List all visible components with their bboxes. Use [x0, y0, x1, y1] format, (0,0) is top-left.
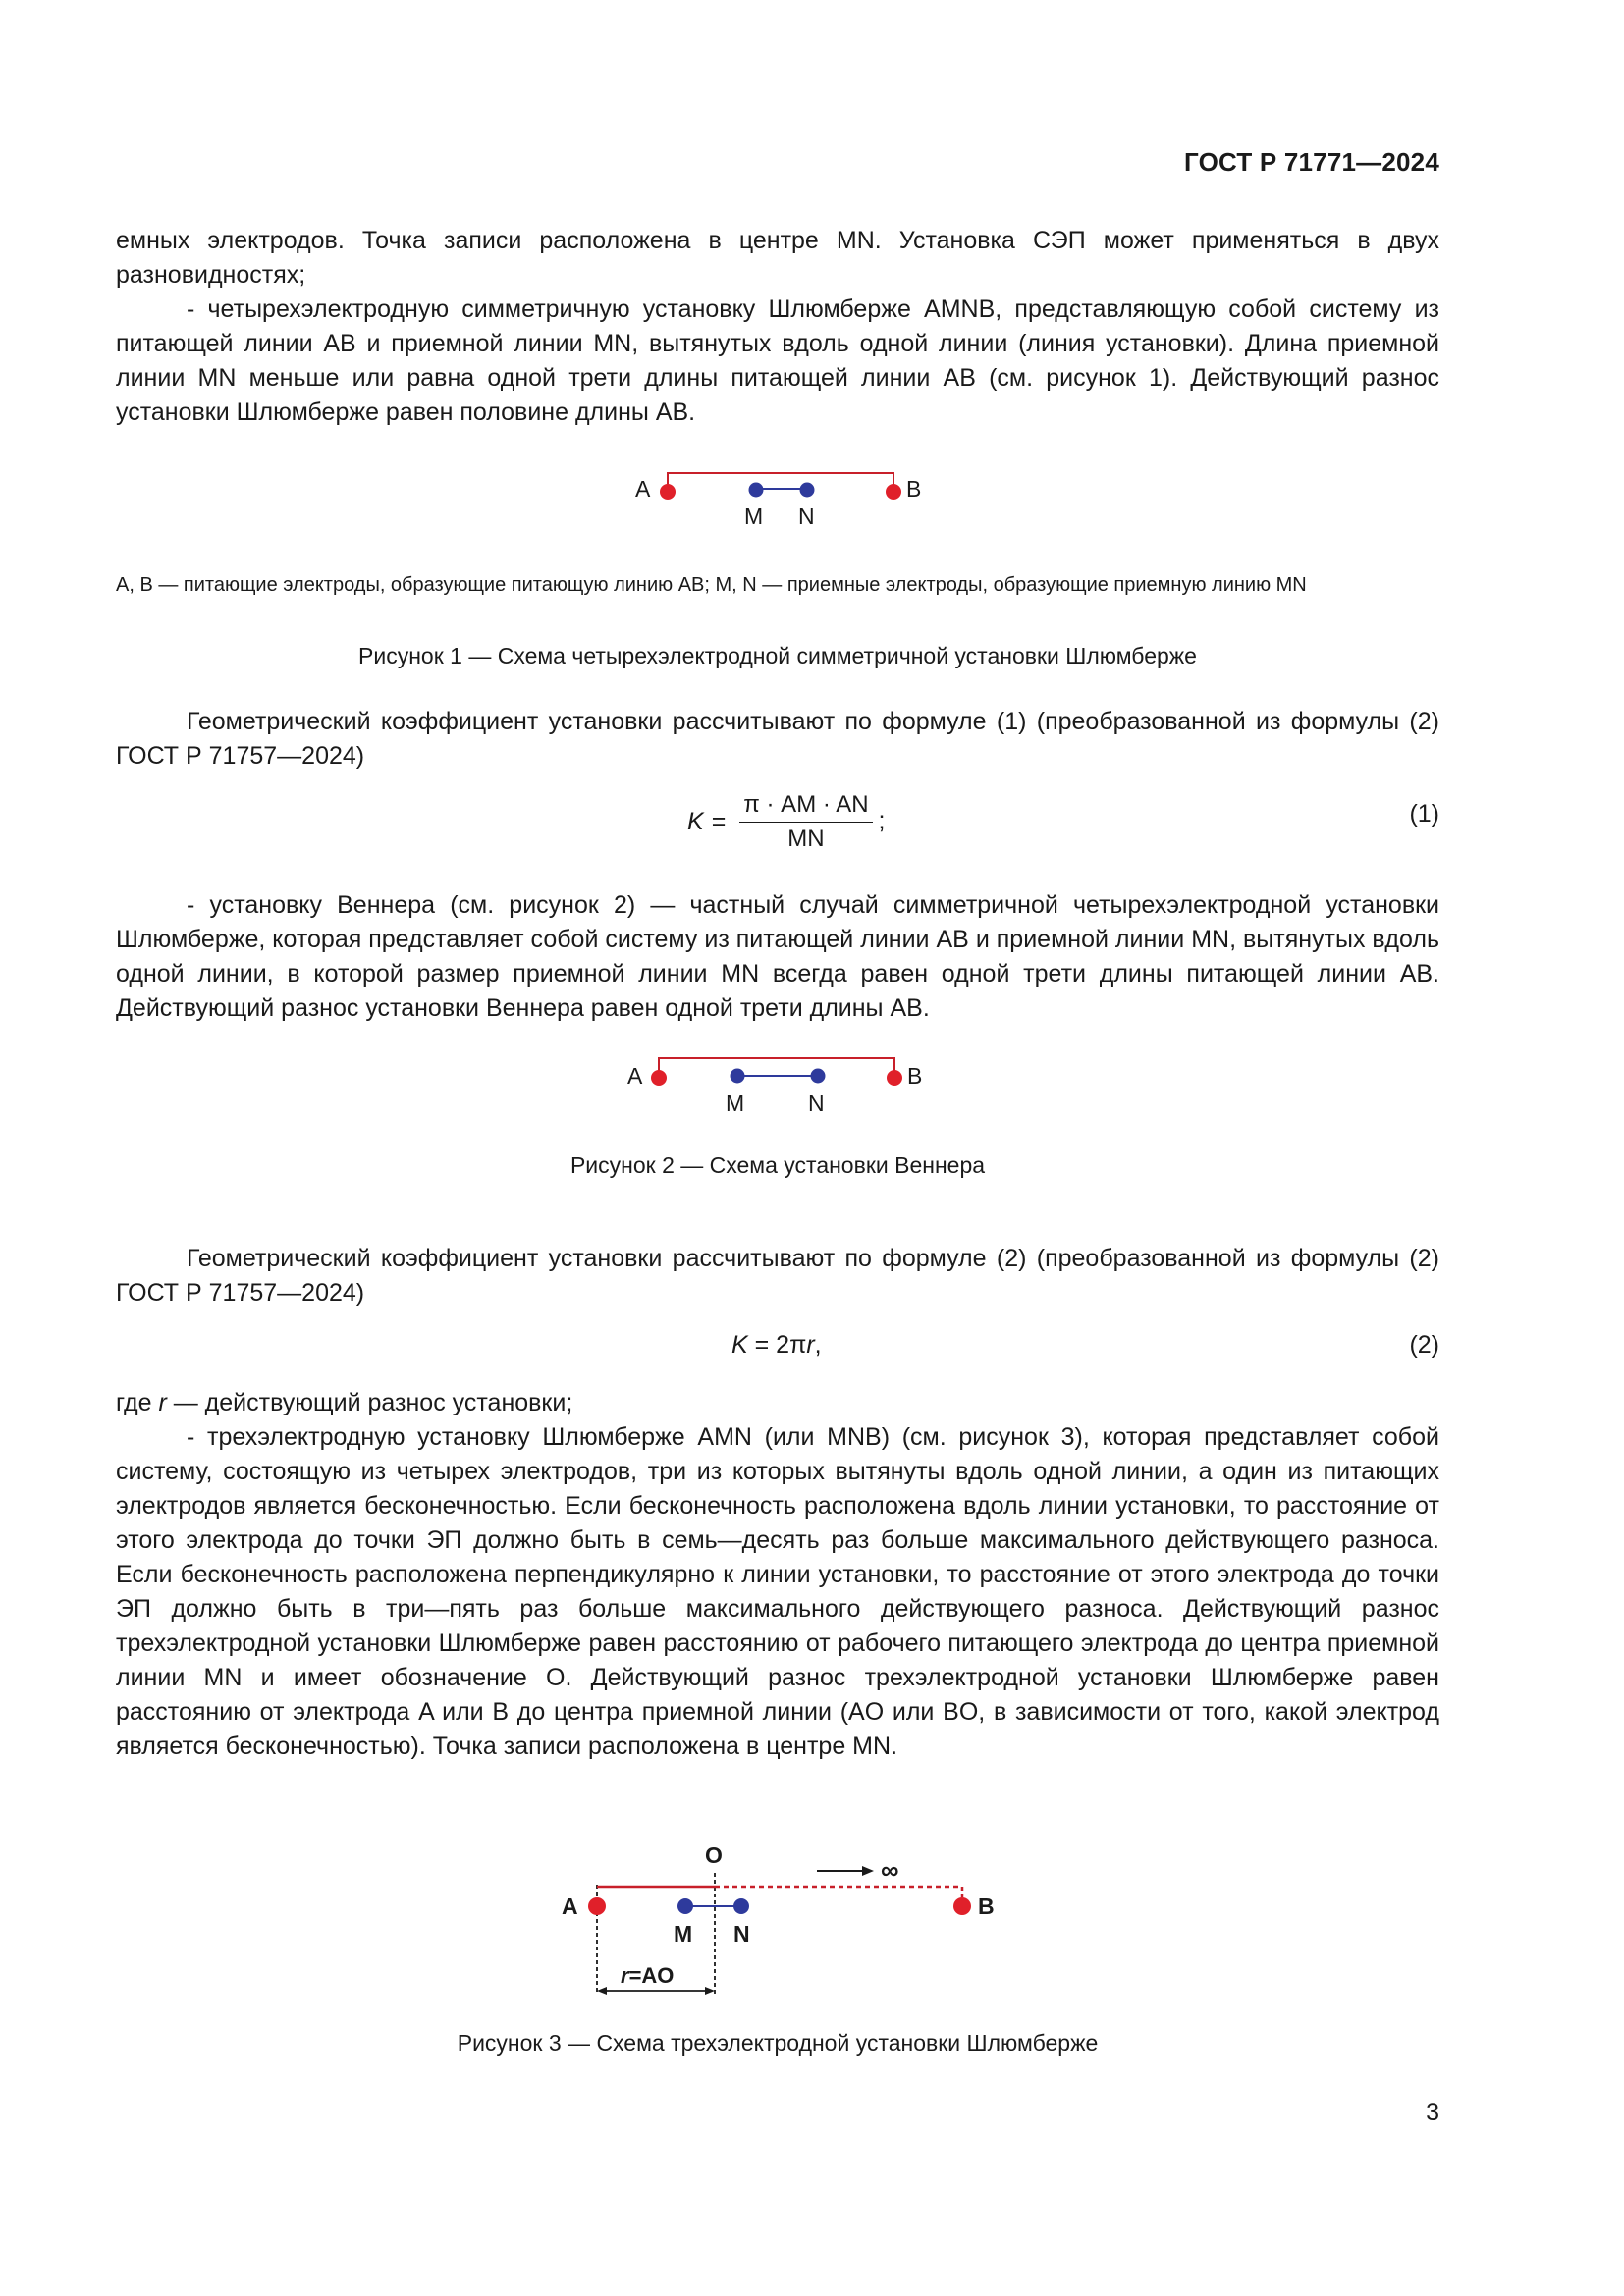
formula-2-number: (2) [1409, 1331, 1439, 1359]
paragraph-1: емных электродов. Точка записи расположена в центре MN. Установка СЭП может применяться в двух разновидностях; [116, 227, 1439, 289]
electrode-a [588, 1897, 606, 1915]
electrode-b [886, 484, 901, 500]
electrode-n [733, 1898, 749, 1914]
paragraph-where-r [116, 1386, 1439, 1420]
electrode-m [677, 1898, 693, 1914]
label-n: N [733, 1921, 750, 1947]
formula-1-numerator: π · AM · AN [739, 791, 872, 823]
where-var: r [158, 1389, 167, 1416]
paragraph-formula-1-intro: Геометрический коэффициент установки рассчитывают по формуле (1) (преобразованной из формулы (2) ГОСТ Р 71757—2024) [116, 708, 1439, 770]
label-m: M [726, 1091, 745, 1116]
electrode-b [953, 1897, 971, 1915]
dim-arrow-right-icon [705, 1987, 715, 1995]
formula-1-lhs: K [687, 808, 704, 835]
label-infinity: ∞ [881, 1855, 899, 1885]
electrode-a [651, 1070, 667, 1086]
paragraph-schlumberger-4-electrode: - четырехэлектродную симметричную установку Шлюмберже AMNB, представляющую собой систему из питающей линии AB и приемной линии MN, вытянутых вдоль одной линии (линия установки). Длина приемной линии MN меньше или равна одной трети длины питающей линии AB (см. рисунок 1). Действующий разнос установки Шлюмберже равен половине длины AB. [116, 295, 1439, 426]
formula-2-lhs: K [731, 1331, 748, 1359]
figure-1-note: A, B — питающие электроды, образующие питающую линию AB; M, N — приемные электроды, образующие приемную линию MN [116, 574, 1307, 596]
label-r: r [621, 1963, 629, 1988]
label-a: A [627, 1063, 643, 1089]
where-word: где [116, 1389, 152, 1416]
label-n: N [808, 1091, 825, 1116]
where-rest: — действующий разнос установки; [166, 1389, 573, 1416]
formula-1-eq: = [711, 808, 727, 835]
paragraph-wenner: - установку Веннера (см. рисунок 2) — частный случай симметричной четырехэлектродной установки Шлюмберже, которая представляет собой систему из питающей линии AB и приемной линии MN, вытянутых вдоль одной линии, в которой размер приемной линии MN всегда равен одной трети длины питающей линии AB. Действующий разнос установки Веннера равен одной трети длины AB. [116, 891, 1439, 1022]
label-o: O [705, 1842, 723, 1868]
dim-arrow-left-icon [597, 1987, 607, 1995]
electrode-n [811, 1069, 826, 1084]
label-b: B [978, 1894, 995, 1919]
label-m: M [674, 1921, 693, 1947]
formula-1-tail: ; [878, 807, 886, 834]
figure-3-caption: Рисунок 3 — Схема трехэлектродной установки Шлюмберже [457, 2030, 1099, 2056]
figure-3-diagram [550, 1836, 1001, 2012]
label-b: B [906, 476, 922, 502]
formula-2-rhs: = 2π [747, 1331, 807, 1359]
formula-1-denominator: MN [787, 826, 825, 852]
label-ao: =AO [628, 1963, 675, 1988]
electrode-m [731, 1069, 745, 1084]
line-ab [668, 473, 893, 489]
paragraph-schlumberger-3-electrode: - трехэлектродную установку Шлюмберже AMN (или MNB) (см. рисунок 3), которая представляет собой систему, состоящую из четырех электродов, три из которых вытянуты вдоль одной линии, а один из питающих электродов является бесконечностью. Если бесконечность расположена вдоль линии установки, то расстояние от этого электрода до точки ЭП должно быть в семь—десять раз больше максимального действующего разноса. Если бесконечность расположена перпендикулярно к линии установки, то расстояние от этого электрода до точки ЭП должно быть в три—пять раз больше максимального действующего разноса. Действующий разнос трехэлектродной установки Шлюмберже равен расстоянию от рабочего питающего электрода до центра приемной линии MN и имеет обозначение O. Действующий разнос трехэлектродной установки Шлюмберже равен расстоянию от электрода A или B до центра приемной линии (AO или BO, в зависимости от того, какой электрод является бесконечностью). Точка записи расположена в центре MN. [116, 1423, 1439, 1760]
document-header: ГОСТ Р 71771—2024 [1184, 147, 1439, 177]
label-a: A [635, 476, 651, 502]
label-a: A [562, 1894, 578, 1919]
formula-1-fraction [739, 791, 872, 853]
line-ab [659, 1058, 894, 1074]
figure-1-caption: Рисунок 1 — Схема четырехэлектродной симметричной установки Шлюмберже [358, 643, 1197, 668]
formula-2-tail: , [814, 1331, 822, 1359]
label-m: M [744, 504, 764, 529]
figure-2-caption: Рисунок 2 — Схема установки Веннера [569, 1152, 986, 1178]
electrode-n [800, 483, 815, 498]
page-number: 3 [1426, 2099, 1439, 2126]
arrow-head-icon [862, 1866, 874, 1876]
electrode-a [660, 484, 676, 500]
formula-2-var: r [806, 1331, 815, 1359]
figure-1-diagram [619, 461, 933, 540]
formula-1-number: (1) [1409, 800, 1439, 828]
figure-2-diagram [614, 1048, 938, 1127]
label-r-ao [621, 1963, 674, 1988]
label-b: B [907, 1063, 923, 1089]
paragraph-formula-2-intro: Геометрический коэффициент установки рассчитывают по формуле (2) (преобразованной из формулы (2) ГОСТ Р 71757—2024) [116, 1245, 1439, 1307]
label-n: N [798, 504, 815, 529]
electrode-m [749, 483, 764, 498]
formula-1 [687, 791, 885, 853]
electrode-b [887, 1070, 902, 1086]
formula-2 [731, 1331, 822, 1360]
